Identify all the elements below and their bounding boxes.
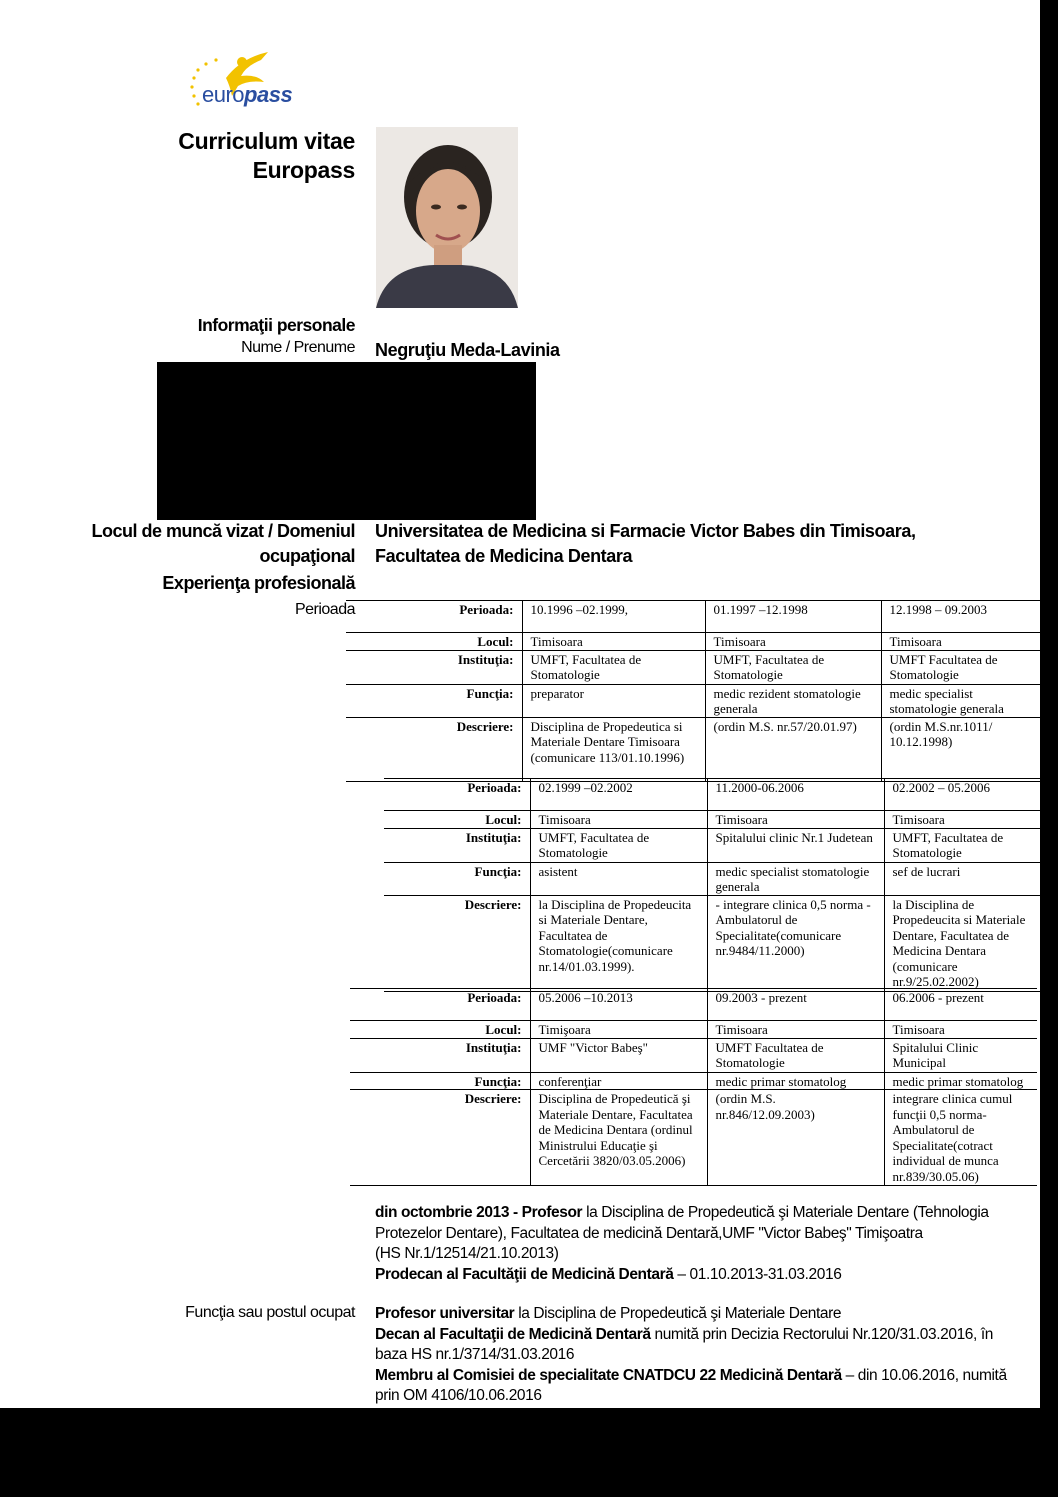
table-row [384,862,1040,895]
portrait-icon [376,127,518,308]
table-cell: UMFT Facultatea de Stomatologie [707,1038,884,1072]
table-row [384,811,1040,829]
job-target-value [375,519,916,569]
row-label: Instituţia: [346,650,522,684]
position-l1-text: la Disciplina de Propedeutică şi Materiale Dentare [514,1305,842,1322]
title-line-2: Europass [252,157,355,183]
table-cell: Timişoara [530,1021,707,1039]
table-cell: sef de lucrari [884,862,1040,895]
table-cell: Timisoara [881,633,1040,651]
experience-table-1 [346,600,1040,782]
table-cell: UMFT, Facultatea de Stomatologie [522,650,705,684]
table-row [384,895,1040,991]
row-label: Instituţia: [384,828,530,862]
page-title [178,127,355,185]
table-cell: Spitalului clinic Nr.1 Judetean [707,828,884,862]
row-label: Descriere: [384,895,530,991]
table-row [350,1072,1037,1090]
prodecan-text: – 01.10.2013-31.03.2016 [673,1265,842,1283]
table-cell: Spitalului Clinic Municipal [884,1038,1037,1072]
position-l3-text: – din 10.06.2016, numită prin OM 4106/10.06.2016 [375,1366,1007,1404]
scan-border-right [1040,0,1058,1497]
table-row [346,717,1040,781]
row-label: Descriere: [350,1090,530,1186]
prodecan-bold: Prodecan al Facultăţii de Medicină Dentară [375,1265,674,1283]
row-label: Locul: [350,1021,530,1039]
table-cell: Timisoara [522,633,705,651]
job-target-label [91,519,355,569]
redacted-block [157,362,536,520]
table-cell: medic primar stomatolog [884,1072,1037,1090]
table-cell: Timisoara [884,1021,1037,1039]
prof2013-text: la Disciplina de Propedeutică şi Materiale Dentare (Tehnologia Protezelor Dentare), Facultatea de medicină Dentară,UMF "Victor Babeş" Timişoatra [375,1204,989,1242]
table-cell: la Disciplina de Propedeucita si Materiale Dentare, Facultatea de Medicina Dentara (comunicare nr.9/25.02.2002) [884,895,1040,991]
row-label: Locul: [384,811,530,829]
table-cell: UMFT, Facultatea de Stomatologie [705,650,881,684]
table-row [350,1038,1037,1072]
table-cell: medic specialist stomatologie generala [707,862,884,895]
table-cell: Disciplina de Propedeutică şi Materiale Dentare, Facultatea de Medicina Dentara (ordinul Ministrului Educaţie şi Cercetării 3820/03.05.2006) [530,1090,707,1186]
name-label: Nume / Prenume [241,339,355,356]
table-cell: 02.2002 – 05.2006 [884,779,1040,811]
row-label: Descriere: [346,717,522,781]
experience-table-3 [350,988,1037,1186]
table-cell: UMFT, Facultatea de Stomatologie [884,828,1040,862]
table-cell: la Disciplina de Propedeucita si Materiale Dentare, Facultatea de Stomatologie(comunicare nr.14/01.03.1999). [530,895,707,991]
table-cell: 05.2006 –10.2013 [530,989,707,1021]
table-row [346,633,1040,651]
professor-2013-block [375,1203,1015,1285]
table-cell: UMFT Facultatea de Stomatologie [881,650,1040,684]
experience-table-2 [384,778,1040,992]
table-cell: 10.1996 –02.1999, [522,601,705,633]
logo-text: euro [202,82,245,107]
table-cell: 12.1998 – 09.2003 [881,601,1040,633]
table-cell: medic specialist stomatologie generala [881,684,1040,717]
table-cell: Timisoara [707,811,884,829]
position-block [375,1304,1015,1407]
table-cell: UMFT, Facultatea de Stomatologie [530,828,707,862]
scan-border-bottom [0,1408,1058,1497]
table-cell: integrare clinica cumul funcţii 0,5 norma-Ambulatorul de Specialitate(cotract individual de munca nr.839/30.05.06) [884,1090,1037,1186]
row-label: Funcţia: [350,1072,530,1090]
table-cell: (ordin M.S. nr.57/20.01.97) [705,717,881,781]
table-cell: 02.1999 –02.2002 [530,779,707,811]
table-cell: medic rezident stomatologie generala [705,684,881,717]
table-cell: Timisoara [707,1021,884,1039]
position-l2-bold: Decan al Facultaţii de Medicină Dentară [375,1325,651,1343]
row-label: Funcţia: [384,862,530,895]
position-label: Funcţia sau postul ocupat [185,1304,355,1321]
table-cell: Timisoara [884,811,1040,829]
position-l3-bold: Membru al Comisiei de specialitate CNATDCU 22 Medicină Dentară [375,1366,842,1384]
row-label: Funcţia: [346,684,522,717]
table-row [350,1090,1037,1186]
table-cell: Timisoara [530,811,707,829]
position-l2-text: numită prin Decizia Rectorului Nr.120/31.03.2016, în baza HS nr.1/3714/31.03.2016 [375,1325,993,1363]
position-l1-bold: Profesor universitar [375,1305,515,1322]
table-cell: 09.2003 - prezent [707,989,884,1021]
title-line-1: Curriculum vitae [178,128,355,154]
row-label: Perioada: [346,601,522,633]
profile-photo [376,127,518,308]
table-cell: UMF "Victor Babeş" [530,1038,707,1072]
row-label: Perioada: [350,989,530,1021]
table-cell: 11.2000-06.2006 [707,779,884,811]
logo-text-bold: pass [244,82,293,107]
europass-logo [186,48,306,114]
table-cell: (ordin M.S. nr.846/12.09.2003) [707,1090,884,1186]
prof2013-bold: din octombrie 2013 - Profesor [375,1204,583,1221]
row-label: Instituţia: [350,1038,530,1072]
period-label: Perioada [294,601,355,618]
section-experience: Experienţa profesională [162,573,355,593]
table-row [384,828,1040,862]
table-row [346,601,1040,633]
job-target-label-line1: Locul de muncă vizat / Domeniul [91,521,355,541]
table-cell: asistent [530,862,707,895]
prof2013-hs: (HS Nr.1/12514/21.10.2013) [375,1245,559,1262]
row-label: Locul: [346,633,522,651]
table-cell: conferenţiar [530,1072,707,1090]
table-row [346,684,1040,717]
table-cell: preparator [522,684,705,717]
row-label: Perioada: [384,779,530,811]
table-cell: (ordin M.S.nr.1011/ 10.12.1998) [881,717,1040,781]
table-cell: - integrare clinica 0,5 norma - Ambulatorul de Specialitate(comunicare nr.9484/11.2000) [707,895,884,991]
table-cell: 06.2006 - prezent [884,989,1037,1021]
table-cell: Disciplina de Propedeutica si Materiale Dentare Timisoara (comunicare 113/01.10.1996) [522,717,705,781]
table-row [350,989,1037,1021]
job-target-value-line2: Facultatea de Medicina Dentara [375,546,633,566]
table-cell: medic primar stomatolog [707,1072,884,1090]
table-cell: Timisoara [705,633,881,651]
table-row [384,779,1040,811]
section-personal-info: Informaţii personale [197,315,355,335]
table-cell: 01.1997 –12.1998 [705,601,881,633]
name-value: Negruţiu Meda-Lavinia [375,340,560,360]
job-target-label-line2: ocupaţional [259,546,355,566]
table-row [346,650,1040,684]
job-target-value-line1: Universitatea de Medicina si Farmacie Victor Babes din Timisoara, [375,521,916,541]
table-row [350,1021,1037,1039]
